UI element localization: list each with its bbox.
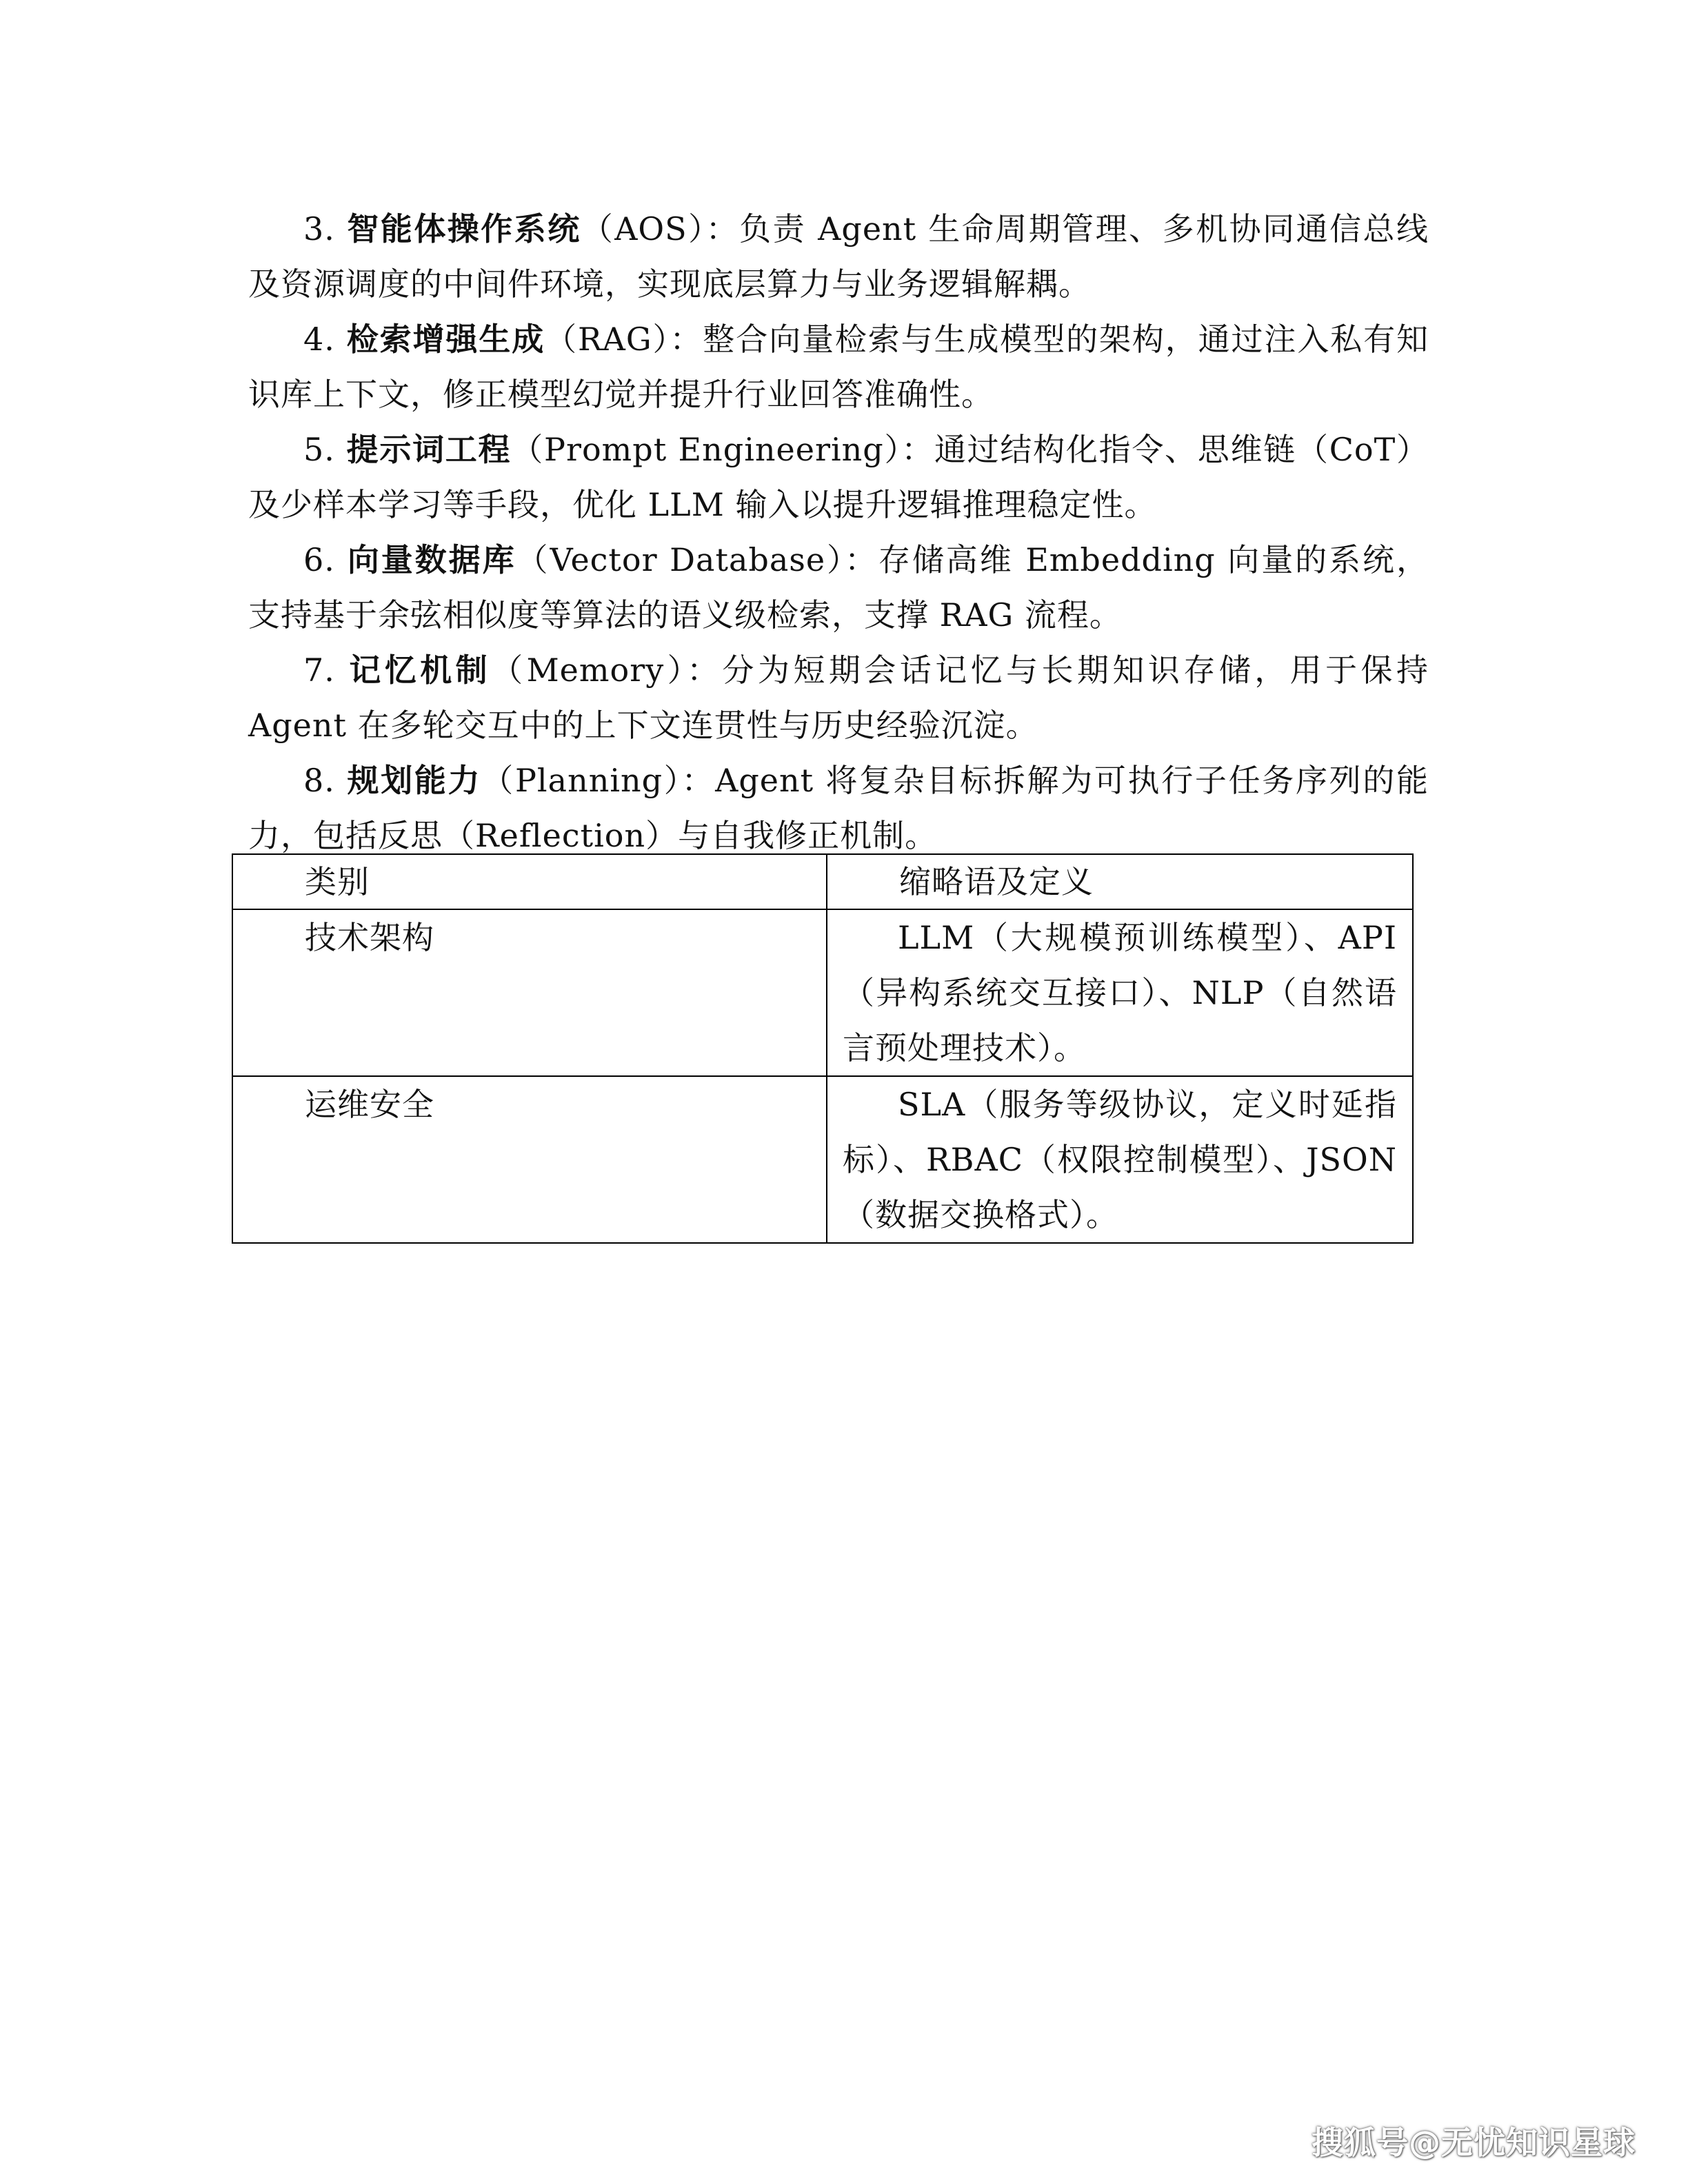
cell-category: 运维安全	[232, 1076, 827, 1243]
abbreviation-table	[232, 853, 1414, 1244]
term-name: 规划能力	[345, 762, 482, 799]
term-item	[248, 312, 1429, 422]
term-definition: （Memory）：分为短期会话记忆与长期知识存储，用于保持 Agent 在多轮交互中的上下文连贯性与历史经验沉淀。	[248, 651, 1429, 744]
terms-list	[248, 201, 1429, 863]
term-definition: （Planning）：Agent 将复杂目标拆解为可执行子任务序列的能力，包括反思（Reflection）与自我修正机制。	[248, 762, 1429, 854]
table-header-row	[232, 854, 1413, 909]
term-number: 4.	[303, 321, 335, 358]
term-number: 6.	[303, 541, 335, 578]
term-name: 记忆机制	[345, 651, 492, 689]
term-number: 5.	[303, 431, 335, 468]
term-number: 3.	[303, 210, 335, 247]
term-number: 7.	[303, 651, 335, 689]
cell-definition: SLA（服务等级协议，定义时延指标）、RBAC（权限控制模型）、JSON（数据交换格式）。	[827, 1076, 1413, 1243]
term-item	[248, 201, 1429, 312]
table-row	[232, 1076, 1413, 1243]
term-definition: （Prompt Engineering）：通过结构化指令、思维链（CoT）及少样本学习等手段，优化 LLM 输入以提升逻辑推理稳定性。	[248, 431, 1429, 523]
term-definition: （RAG）：整合向量检索与生成模型的架构，通过注入私有知识库上下文，修正模型幻觉并提升行业回答准确性。	[248, 321, 1429, 413]
term-name: 提示词工程	[345, 431, 512, 468]
term-number: 8.	[303, 762, 335, 799]
term-definition: （Vector Database）：存储高维 Embedding 向量的系统，支持基于余弦相似度等算法的语义级检索，支撑 RAG 流程。	[248, 541, 1429, 634]
term-name: 检索增强生成	[345, 321, 545, 358]
term-definition: （AOS）：负责 Agent 生命周期管理、多机协同通信总线及资源调度的中间件环境，实现底层算力与业务逻辑解耦。	[248, 210, 1429, 303]
term-item	[248, 422, 1429, 532]
cell-definition: LLM（大规模预训练模型）、API（异构系统交互接口）、NLP（自然语言预处理技术）。	[827, 909, 1413, 1076]
cell-category: 技术架构	[232, 909, 827, 1076]
term-item	[248, 532, 1429, 643]
term-item	[248, 643, 1429, 753]
term-name: 向量数据库	[345, 541, 516, 578]
table-row	[232, 909, 1413, 1076]
watermark: 搜狐号@无忧知识星球	[1312, 2124, 1636, 2161]
header-definition: 缩略语及定义	[827, 854, 1413, 909]
term-item	[248, 753, 1429, 863]
header-category: 类别	[232, 854, 827, 909]
term-name: 智能体操作系统	[345, 210, 581, 247]
